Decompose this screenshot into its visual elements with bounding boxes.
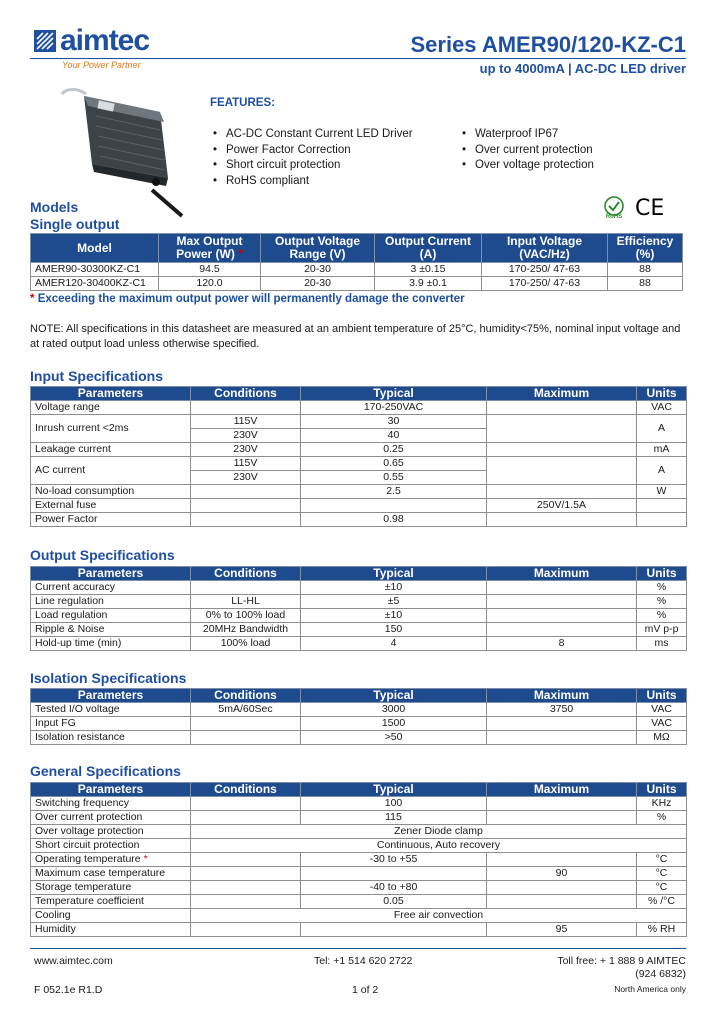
table-cell: Free air convection [191,909,687,923]
table-cell [487,457,637,485]
table-cell: VAC [637,717,687,731]
param-cell: External fuse [31,499,191,513]
output-specs-table [30,566,687,651]
table-cell: 0.55 [301,471,487,485]
table-cell: 3000 [301,703,487,717]
product-photo [56,82,192,218]
table-cell: % /°C [637,895,687,909]
table-cell: % RH [637,923,687,937]
table-cell: A [637,415,687,443]
table-cell [487,797,637,811]
col-header-parameters: Parameters [31,567,191,581]
table-cell [191,485,301,499]
table-cell [301,923,487,937]
table-cell: VAC [637,703,687,717]
table-cell: 170-250VAC [301,401,487,415]
param-cell: Humidity [31,923,191,937]
table-cell [191,811,301,825]
param-cell: Power Factor [31,513,191,527]
table-row [31,867,687,881]
table-cell: 230V [191,429,301,443]
param-cell: Operating temperature * [31,853,191,867]
table-cell: ±10 [301,609,487,623]
param-cell: Cooling [31,909,191,923]
table-cell: °C [637,867,687,881]
col-header-parameters: Parameters [31,689,191,703]
param-cell: Maximum case temperature [31,867,191,881]
param-cell: Switching frequency [31,797,191,811]
table-row [31,595,687,609]
col-header-typical: Typical [301,567,487,581]
table-cell: % [637,609,687,623]
table-cell: 115V [191,457,301,471]
table-cell [191,853,301,867]
table-row [31,609,687,623]
aimtec-logo-text: aimtec [60,24,150,57]
table-cell: Zener Diode clamp [191,825,687,839]
table-cell: Continuous, Auto recovery [191,839,687,853]
table-row [31,637,687,651]
table-cell [487,513,637,527]
col-header-conditions: Conditions [191,783,301,797]
param-cell: Current accuracy [31,581,191,595]
table-cell: % [637,595,687,609]
table-cell: ±10 [301,581,487,595]
table-cell: 115 [301,811,487,825]
isolation-specs-table [30,688,687,745]
table-cell [487,401,637,415]
models-table [30,233,683,291]
table-cell [191,581,301,595]
model-name-cell: AMER90-30300KZ-C1 [31,263,159,277]
param-cell: No-load consumption [31,485,191,499]
series-subtitle: up to 4000mA | AC-DC LED driver [479,61,686,76]
feature-item: • RoHS compliant [211,174,413,190]
table-cell: 0% to 100% load [191,609,301,623]
table-row [31,457,687,471]
table-cell: W [637,485,687,499]
table-row [31,825,687,839]
table-cell [191,717,301,731]
footer-telephone: Tel: +1 514 620 2722 [314,955,413,967]
param-cell: Leakage current [31,443,191,457]
table-cell [301,499,487,513]
col-header-output-voltage: Output Voltage Range (V) [261,234,375,263]
table-cell: 0.25 [301,443,487,457]
param-cell: Tested I/O voltage [31,703,191,717]
table-row [31,881,687,895]
param-cell: Hold-up time (min) [31,637,191,651]
table-cell: 230V [191,471,301,485]
header-asterisk: * [238,247,243,261]
table-row [31,703,687,717]
table-cell: 120.0 [159,277,261,291]
footer-tollfree: Toll free: + 1 888 9 AIMTEC [557,955,686,967]
table-cell: 250V/1.5A [487,499,637,513]
table-cell: 30 [301,415,487,429]
spec-header-row [31,567,687,581]
table-cell: 170-250/ 47-63 [482,263,608,277]
table-row [31,443,687,457]
feature-item: • Power Factor Correction [211,143,413,159]
table-cell [191,881,301,895]
table-cell [637,513,687,527]
table-row [31,485,687,499]
table-cell: ms [637,637,687,651]
table-cell: KHz [637,797,687,811]
footer-website-link[interactable]: www.aimtec.com [34,955,113,967]
param-cell: Ripple & Noise [31,623,191,637]
col-header-units: Units [637,567,687,581]
series-title: Series AMER90/120-KZ-C1 [410,32,686,57]
param-cell: Storage temperature [31,881,191,895]
spec-header-row [31,387,687,401]
general-specs-table [30,782,687,937]
table-cell: 170-250/ 47-63 [482,277,608,291]
table-cell: VAC [637,401,687,415]
table-cell [487,623,637,637]
feature-item: • Over voltage protection [460,158,594,174]
models-heading: Models [30,199,79,215]
logo-tagline: Your Power Partner [62,60,141,70]
param-cell: Over voltage protection [31,825,191,839]
col-header-units: Units [637,387,687,401]
table-row [31,717,687,731]
col-header-maximum: Maximum [487,387,637,401]
table-cell: mA [637,443,687,457]
table-row [31,623,687,637]
table-cell: 90 [487,867,637,881]
table-cell [487,415,637,443]
table-cell: 40 [301,429,487,443]
table-cell: °C [637,881,687,895]
param-cell: Input FG [31,717,191,731]
col-header-conditions: Conditions [191,387,301,401]
table-cell: 1500 [301,717,487,731]
table-row [31,263,683,277]
features-right-list [460,127,594,174]
table-cell [191,895,301,909]
table-cell: ±5 [301,595,487,609]
table-cell: LL-HL [191,595,301,609]
param-cell: Inrush current <2ms [31,415,191,443]
col-header-conditions: Conditions [191,689,301,703]
col-header-maximum: Maximum [487,567,637,581]
footer-rule [30,948,686,949]
table-cell: 88 [608,277,683,291]
table-cell: 115V [191,415,301,429]
aimtec-logo-mark [34,30,56,52]
table-cell: 3.9 ±0.1 [375,277,482,291]
table-cell: % [637,581,687,595]
table-cell [487,811,637,825]
table-cell [301,867,487,881]
param-cell: Short circuit protection [31,839,191,853]
table-cell [191,401,301,415]
op-temp-asterisk: * [143,853,148,865]
table-cell: 94.5 [159,263,261,277]
param-cell: Line regulation [31,595,191,609]
table-row [31,277,683,291]
param-cell: Temperature coefficient [31,895,191,909]
table-cell: >50 [301,731,487,745]
table-row [31,513,687,527]
table-cell: 4 [301,637,487,651]
table-row [31,839,687,853]
model-name-cell: AMER120-30400KZ-C1 [31,277,159,291]
footer-tollfree-alt: (924 6832) [635,968,686,980]
table-cell [487,731,637,745]
table-row [31,909,687,923]
table-cell: mV p-p [637,623,687,637]
table-row [31,499,687,513]
footer-doc-code: F 052.1e R1.D [34,984,103,996]
table-row [31,401,687,415]
col-header-efficiency: Efficiency (%) [608,234,683,263]
param-cell: Load regulation [31,609,191,623]
table-cell: °C [637,853,687,867]
table-cell: 20-30 [261,263,375,277]
table-cell: 150 [301,623,487,637]
power-warning: * Exceeding the maximum output power will permanently damage the converter [30,293,465,305]
param-cell: Voltage range [31,401,191,415]
table-row [31,581,687,595]
table-cell: 3750 [487,703,637,717]
table-row [31,923,687,937]
table-cell [191,731,301,745]
table-row [31,895,687,909]
col-header-model: Model [31,234,159,263]
table-cell [191,867,301,881]
spec-header-row [31,689,687,703]
table-cell: 100 [301,797,487,811]
table-cell [191,513,301,527]
table-cell [487,895,637,909]
footer-page-number: 1 of 2 [352,984,379,996]
table-row [31,731,687,745]
col-header-output-current: Output Current (A) [375,234,482,263]
table-cell [487,595,637,609]
table-cell [191,923,301,937]
table-cell: 0.05 [301,895,487,909]
table-cell [487,581,637,595]
feature-item: • Waterproof IP67 [460,127,594,143]
table-cell: 20MHz Bandwidth [191,623,301,637]
rohs-label: RoHS [605,214,623,220]
feature-item: • Over current protection [460,143,594,159]
param-cell: Isolation resistance [31,731,191,745]
table-cell: 95 [487,923,637,937]
col-header-units: Units [637,689,687,703]
feature-item: • AC-DC Constant Current LED Driver [211,127,413,143]
features-title: FEATURES: [210,97,275,109]
footer-region: North America only [614,984,686,994]
param-cell: AC current [31,457,191,485]
table-cell: 230V [191,443,301,457]
feature-item: • Short circuit protection [211,158,413,174]
ce-mark-icon: CE [635,196,665,221]
table-cell: 5mA/60Sec [191,703,301,717]
col-header-typical: Typical [301,387,487,401]
table-cell: 88 [608,263,683,277]
table-cell: 2.5 [301,485,487,499]
param-cell: Over current protection [31,811,191,825]
table-cell [487,853,637,867]
col-header-max-power: Max Output Power (W) * [159,234,261,263]
col-header-input-voltage: Input Voltage (VAC/Hz) [482,234,608,263]
col-header-parameters: Parameters [31,387,191,401]
col-header-parameters: Parameters [31,783,191,797]
rohs-badge-icon [602,196,626,222]
table-cell [487,881,637,895]
table-cell: % [637,811,687,825]
table-cell [487,485,637,499]
table-row [31,415,687,429]
header-rule [30,58,686,59]
features-left-list [211,127,413,190]
spec-header-row [31,783,687,797]
table-row [31,853,687,867]
table-cell: 8 [487,637,637,651]
table-cell: 100% load [191,637,301,651]
table-row [31,797,687,811]
table-cell: 0.98 [301,513,487,527]
table-cell [637,499,687,513]
output-specs-heading: Output Specifications [30,547,175,563]
table-cell [487,443,637,457]
col-header-units: Units [637,783,687,797]
table-cell: A [637,457,687,485]
table-cell: 0.65 [301,457,487,471]
isolation-specs-heading: Isolation Specifications [30,670,187,686]
col-header-conditions: Conditions [191,567,301,581]
table-cell [191,499,301,513]
input-specs-table [30,386,687,527]
table-row [31,811,687,825]
table-cell [487,609,637,623]
table-cell [191,797,301,811]
table-cell: 3 ±0.15 [375,263,482,277]
table-cell [487,717,637,731]
table-cell: -30 to +55 [301,853,487,867]
col-header-maximum: Maximum [487,689,637,703]
table-cell: -40 to +80 [301,881,487,895]
col-header-typical: Typical [301,783,487,797]
col-header-typical: Typical [301,689,487,703]
models-header-row [31,234,683,263]
col-header-maximum: Maximum [487,783,637,797]
datasheet-note: NOTE: All specifications in this datasheet are measured at an ambient temperature of 25°C, humidity<75%, nominal input voltage and at rated output load unless otherwise specified. [30,323,681,350]
general-specs-heading: General Specifications [30,763,181,779]
input-specs-heading: Input Specifications [30,368,164,384]
single-output-heading: Single output [30,216,120,232]
table-cell: 20-30 [261,277,375,291]
table-cell: MΩ [637,731,687,745]
